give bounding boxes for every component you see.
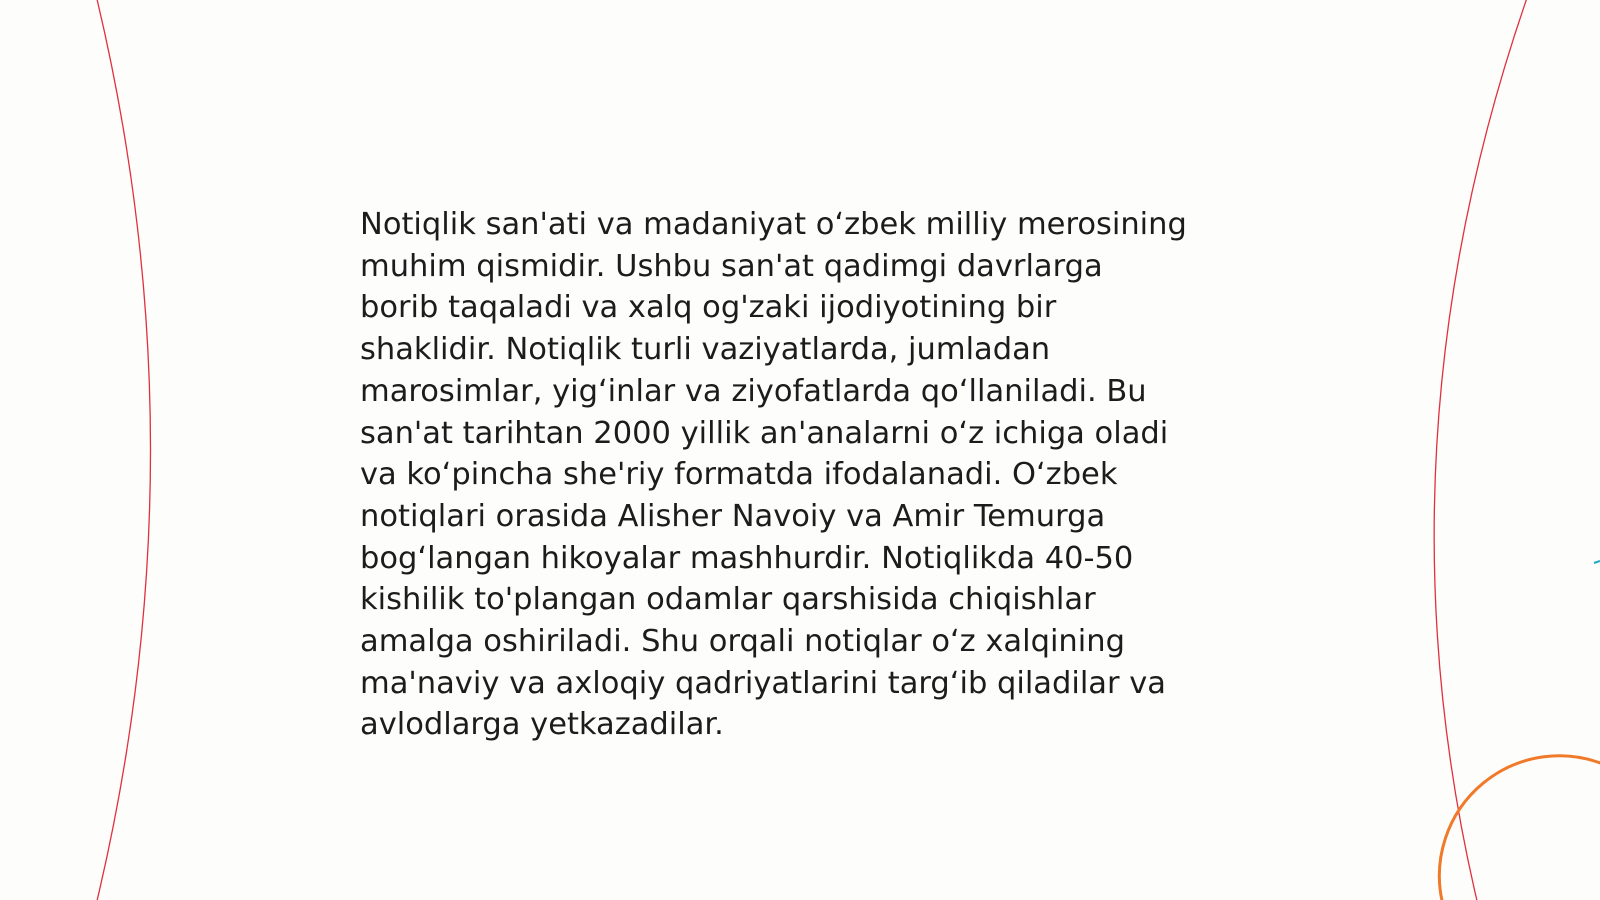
- orange-arc: [1439, 756, 1600, 900]
- teal-mark: [1594, 561, 1600, 563]
- slide-body-text: Notiqlik san'ati va madaniyat oʻzbek milliy merosining muhim qismidir. Ushbu san'at qadimgi davrlarga borib taqaladi va xalq og'zaki ijodiyotining bir shaklidir. Notiqlik turli vaziyatlarda, jumladan marosimlar, yigʻinlar va ziyofatlarda qoʻllaniladi. Bu san'at tarihtan 2000 yillik an'analarni oʻz ichiga oladi va koʻpincha she'riy formatda ifodalanadi. Oʻzbek notiqlari orasida Alisher Navoiy va Amir Temurga bogʻlangan hikoyalar mashhurdir. Notiqlikda 40-50 kishilik to'plangan odamlar qarshisida chiqishlar amalga oshiriladi. Shu orqali notiqlar oʻz xalqining ma'naviy va axloqiy qadriyatlarini targʻib qiladilar va avlodlarga yetkazadilar.: [360, 207, 1187, 743]
- left-curve-line: [96, 0, 151, 900]
